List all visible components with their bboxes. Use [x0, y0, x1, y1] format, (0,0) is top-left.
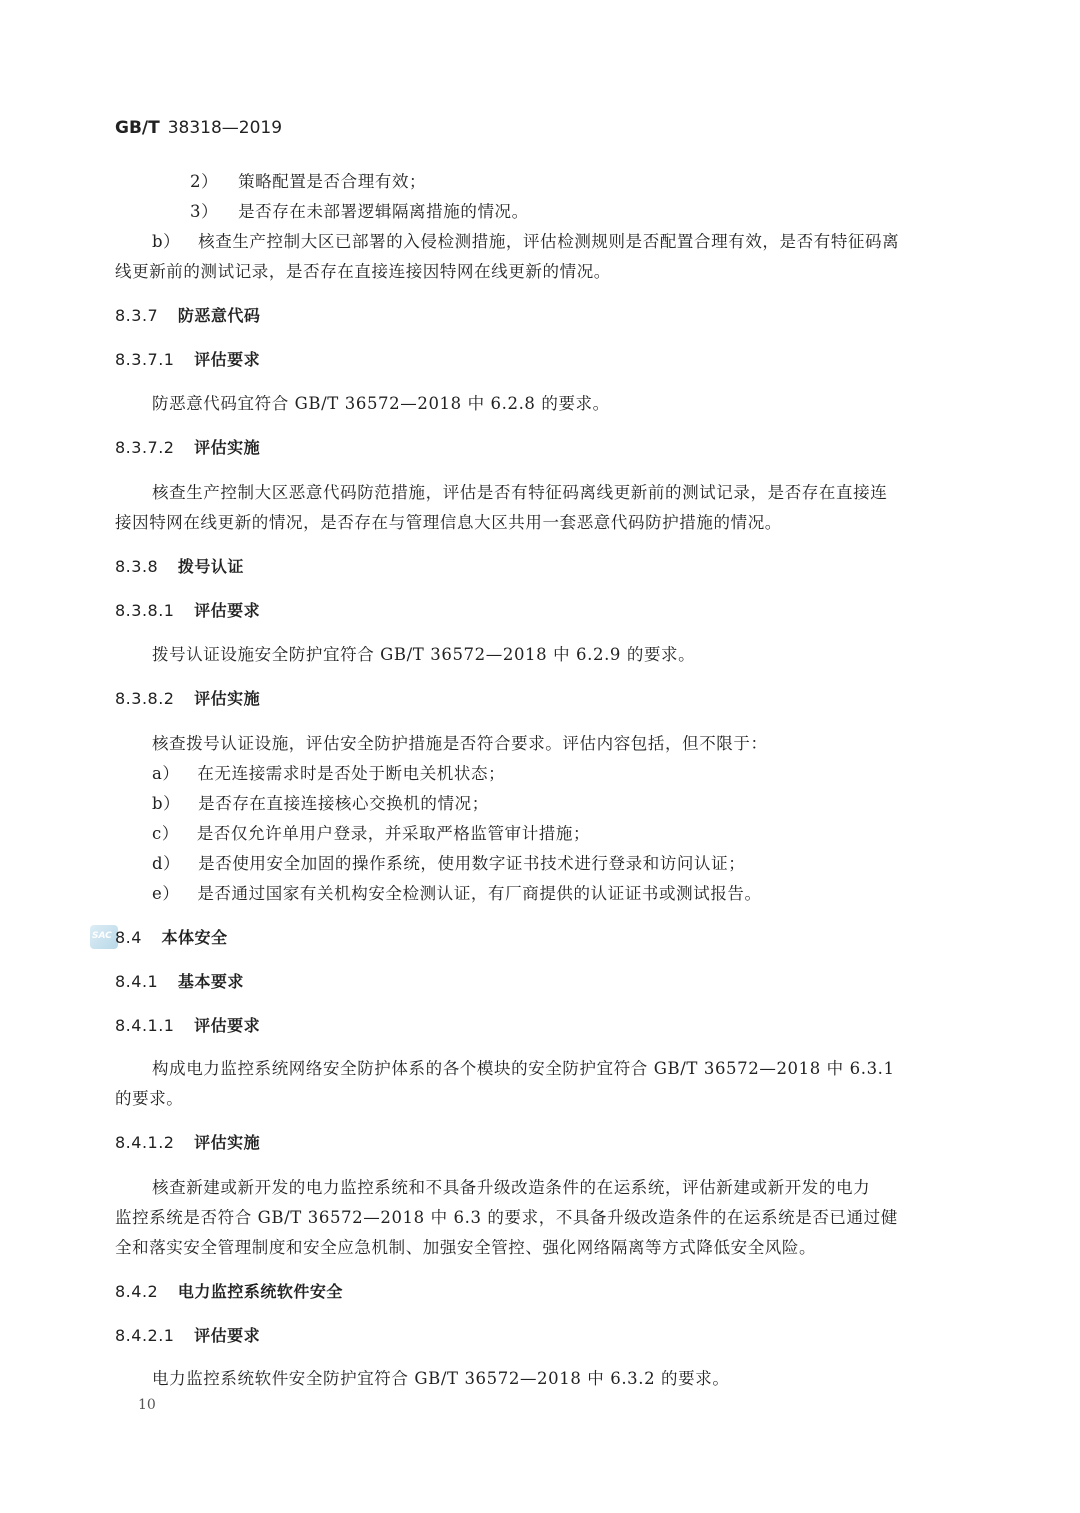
list-item-c — [152, 823, 590, 845]
section-title: 评估要求 — [194, 350, 261, 369]
paragraph-line: 的要求。 — [115, 1089, 184, 1108]
list-item-a — [152, 763, 505, 785]
list-item-b-continued: 线更新前的测试记录，是否存在直接连接因特网在线更新的情况。 — [115, 262, 611, 281]
section-number: 8.4.1 — [115, 972, 159, 991]
standard-header — [115, 118, 282, 138]
sub-item-text: 策略配置是否合理有效； — [238, 172, 427, 191]
list-item-marker: a） — [152, 764, 180, 783]
section-heading-8-3-8 — [115, 556, 244, 578]
list-item-text: 是否仅允许单用户登录，并采取严格监管审计措施； — [196, 824, 591, 843]
sub-item-3 — [190, 201, 529, 223]
list-item-text: 在无连接需求时是否处于断电关机状态； — [197, 764, 506, 783]
section-title: 评估实施 — [194, 689, 261, 708]
paragraph-line: 接因特网在线更新的情况，是否存在与管理信息大区共用一套恶意代码防护措施的情况。 — [115, 513, 782, 532]
section-number: 8.3.7 — [115, 306, 159, 325]
section-title: 评估实施 — [194, 438, 261, 457]
section-number: 8.4.1.1 — [115, 1016, 175, 1035]
section-heading-8-3-7 — [115, 305, 260, 327]
paragraph-line: 监控系统是否符合 GB/T 36572—2018 中 6.3 的要求，不具备升级改造条件的在运系统是否已通过健 — [115, 1208, 898, 1227]
section-title: 电力监控系统软件安全 — [177, 1282, 343, 1301]
section-number: 8.4.1.2 — [115, 1133, 175, 1152]
standard-number: 38318—2019 — [167, 118, 283, 138]
section-title: 评估要求 — [194, 1016, 261, 1035]
sub-item-2 — [190, 171, 426, 193]
section-title: 评估实施 — [194, 1133, 261, 1152]
section-heading-8-3-8-2 — [115, 688, 260, 710]
section-heading-8-4 — [115, 927, 228, 949]
paragraph-line: 全和落实安全管理制度和安全应急机制、加强安全管控、强化网络隔离等方式降低安全风险。 — [115, 1238, 817, 1257]
section-title: 拨号认证 — [177, 557, 244, 576]
sub-item-text: 是否存在未部署逻辑隔离措施的情况。 — [238, 202, 529, 221]
list-item-marker: b） — [152, 794, 181, 813]
paragraph-line: 构成电力监控系统网络安全防护体系的各个模块的安全防护宜符合 GB/T 36572—2018 中 6.3.1 — [152, 1059, 895, 1078]
sac-logo-icon: SAC — [90, 925, 118, 949]
section-heading-8-4-2-1 — [115, 1325, 260, 1347]
section-heading-8-4-1-2 — [115, 1132, 260, 1154]
standard-code: GB/T — [115, 118, 160, 138]
section-number: 8.3.8.1 — [115, 601, 175, 620]
sub-item-marker: 2） — [190, 172, 219, 191]
section-title: 本体安全 — [161, 928, 228, 947]
page-number: 10 — [138, 1397, 156, 1413]
list-item-text: 是否存在直接连接核心交换机的情况； — [198, 794, 489, 813]
section-title: 基本要求 — [177, 972, 244, 991]
list-item-text: 核查生产控制大区已部署的入侵检测措施，评估检测规则是否配置合理有效，是否有特征码离 — [198, 232, 900, 251]
list-item-text: 是否使用安全加固的操作系统，使用数字证书技术进行登录和访问认证； — [198, 854, 746, 873]
section-heading-8-4-2 — [115, 1281, 343, 1303]
section-heading-8-4-1-1 — [115, 1015, 260, 1037]
section-title: 防恶意代码 — [177, 306, 261, 325]
list-item-marker: b） — [152, 232, 181, 251]
sub-item-marker: 3） — [190, 202, 219, 221]
paragraph-line: 核查新建或新开发的电力监控系统和不具备升级改造条件的在运系统，评估新建或新开发的电力 — [152, 1178, 871, 1197]
section-number: 8.4.2 — [115, 1282, 159, 1301]
paragraph-line: 核查生产控制大区恶意代码防范措施，评估是否有特征码离线更新前的测试记录，是否存在直接连 — [152, 483, 888, 502]
section-heading-8-3-7-1 — [115, 349, 260, 371]
section-number: 8.3.8.2 — [115, 689, 175, 708]
list-item-marker: e） — [152, 884, 180, 903]
list-item-marker: d） — [152, 854, 181, 873]
section-number: 8.4 — [115, 928, 142, 947]
paragraph: 拨号认证设施安全防护宜符合 GB/T 36572—2018 中 6.2.9 的要求。 — [152, 645, 696, 664]
section-title: 评估要求 — [194, 1326, 261, 1345]
section-number: 8.3.7.1 — [115, 350, 175, 369]
paragraph: 核查拨号认证设施，评估安全防护措施是否符合要求。评估内容包括，但不限于： — [152, 734, 768, 753]
list-item-e — [152, 883, 762, 905]
paragraph: 电力监控系统软件安全防护宜符合 GB/T 36572—2018 中 6.3.2 的要求。 — [152, 1369, 730, 1388]
section-heading-8-4-1 — [115, 971, 244, 993]
section-number: 8.3.7.2 — [115, 438, 175, 457]
list-item-text: 是否通过国家有关机构安全检测认证，有厂商提供的认证证书或测试报告。 — [197, 884, 762, 903]
section-heading-8-3-7-2 — [115, 437, 260, 459]
section-number: 8.4.2.1 — [115, 1326, 175, 1345]
list-item-b — [152, 793, 489, 815]
list-item-d — [152, 853, 745, 875]
list-item-b — [152, 231, 899, 253]
list-item-marker: c） — [152, 824, 179, 843]
section-heading-8-3-8-1 — [115, 600, 260, 622]
section-title: 评估要求 — [194, 601, 261, 620]
section-number: 8.3.8 — [115, 557, 159, 576]
paragraph: 防恶意代码宜符合 GB/T 36572—2018 中 6.2.8 的要求。 — [152, 394, 610, 413]
